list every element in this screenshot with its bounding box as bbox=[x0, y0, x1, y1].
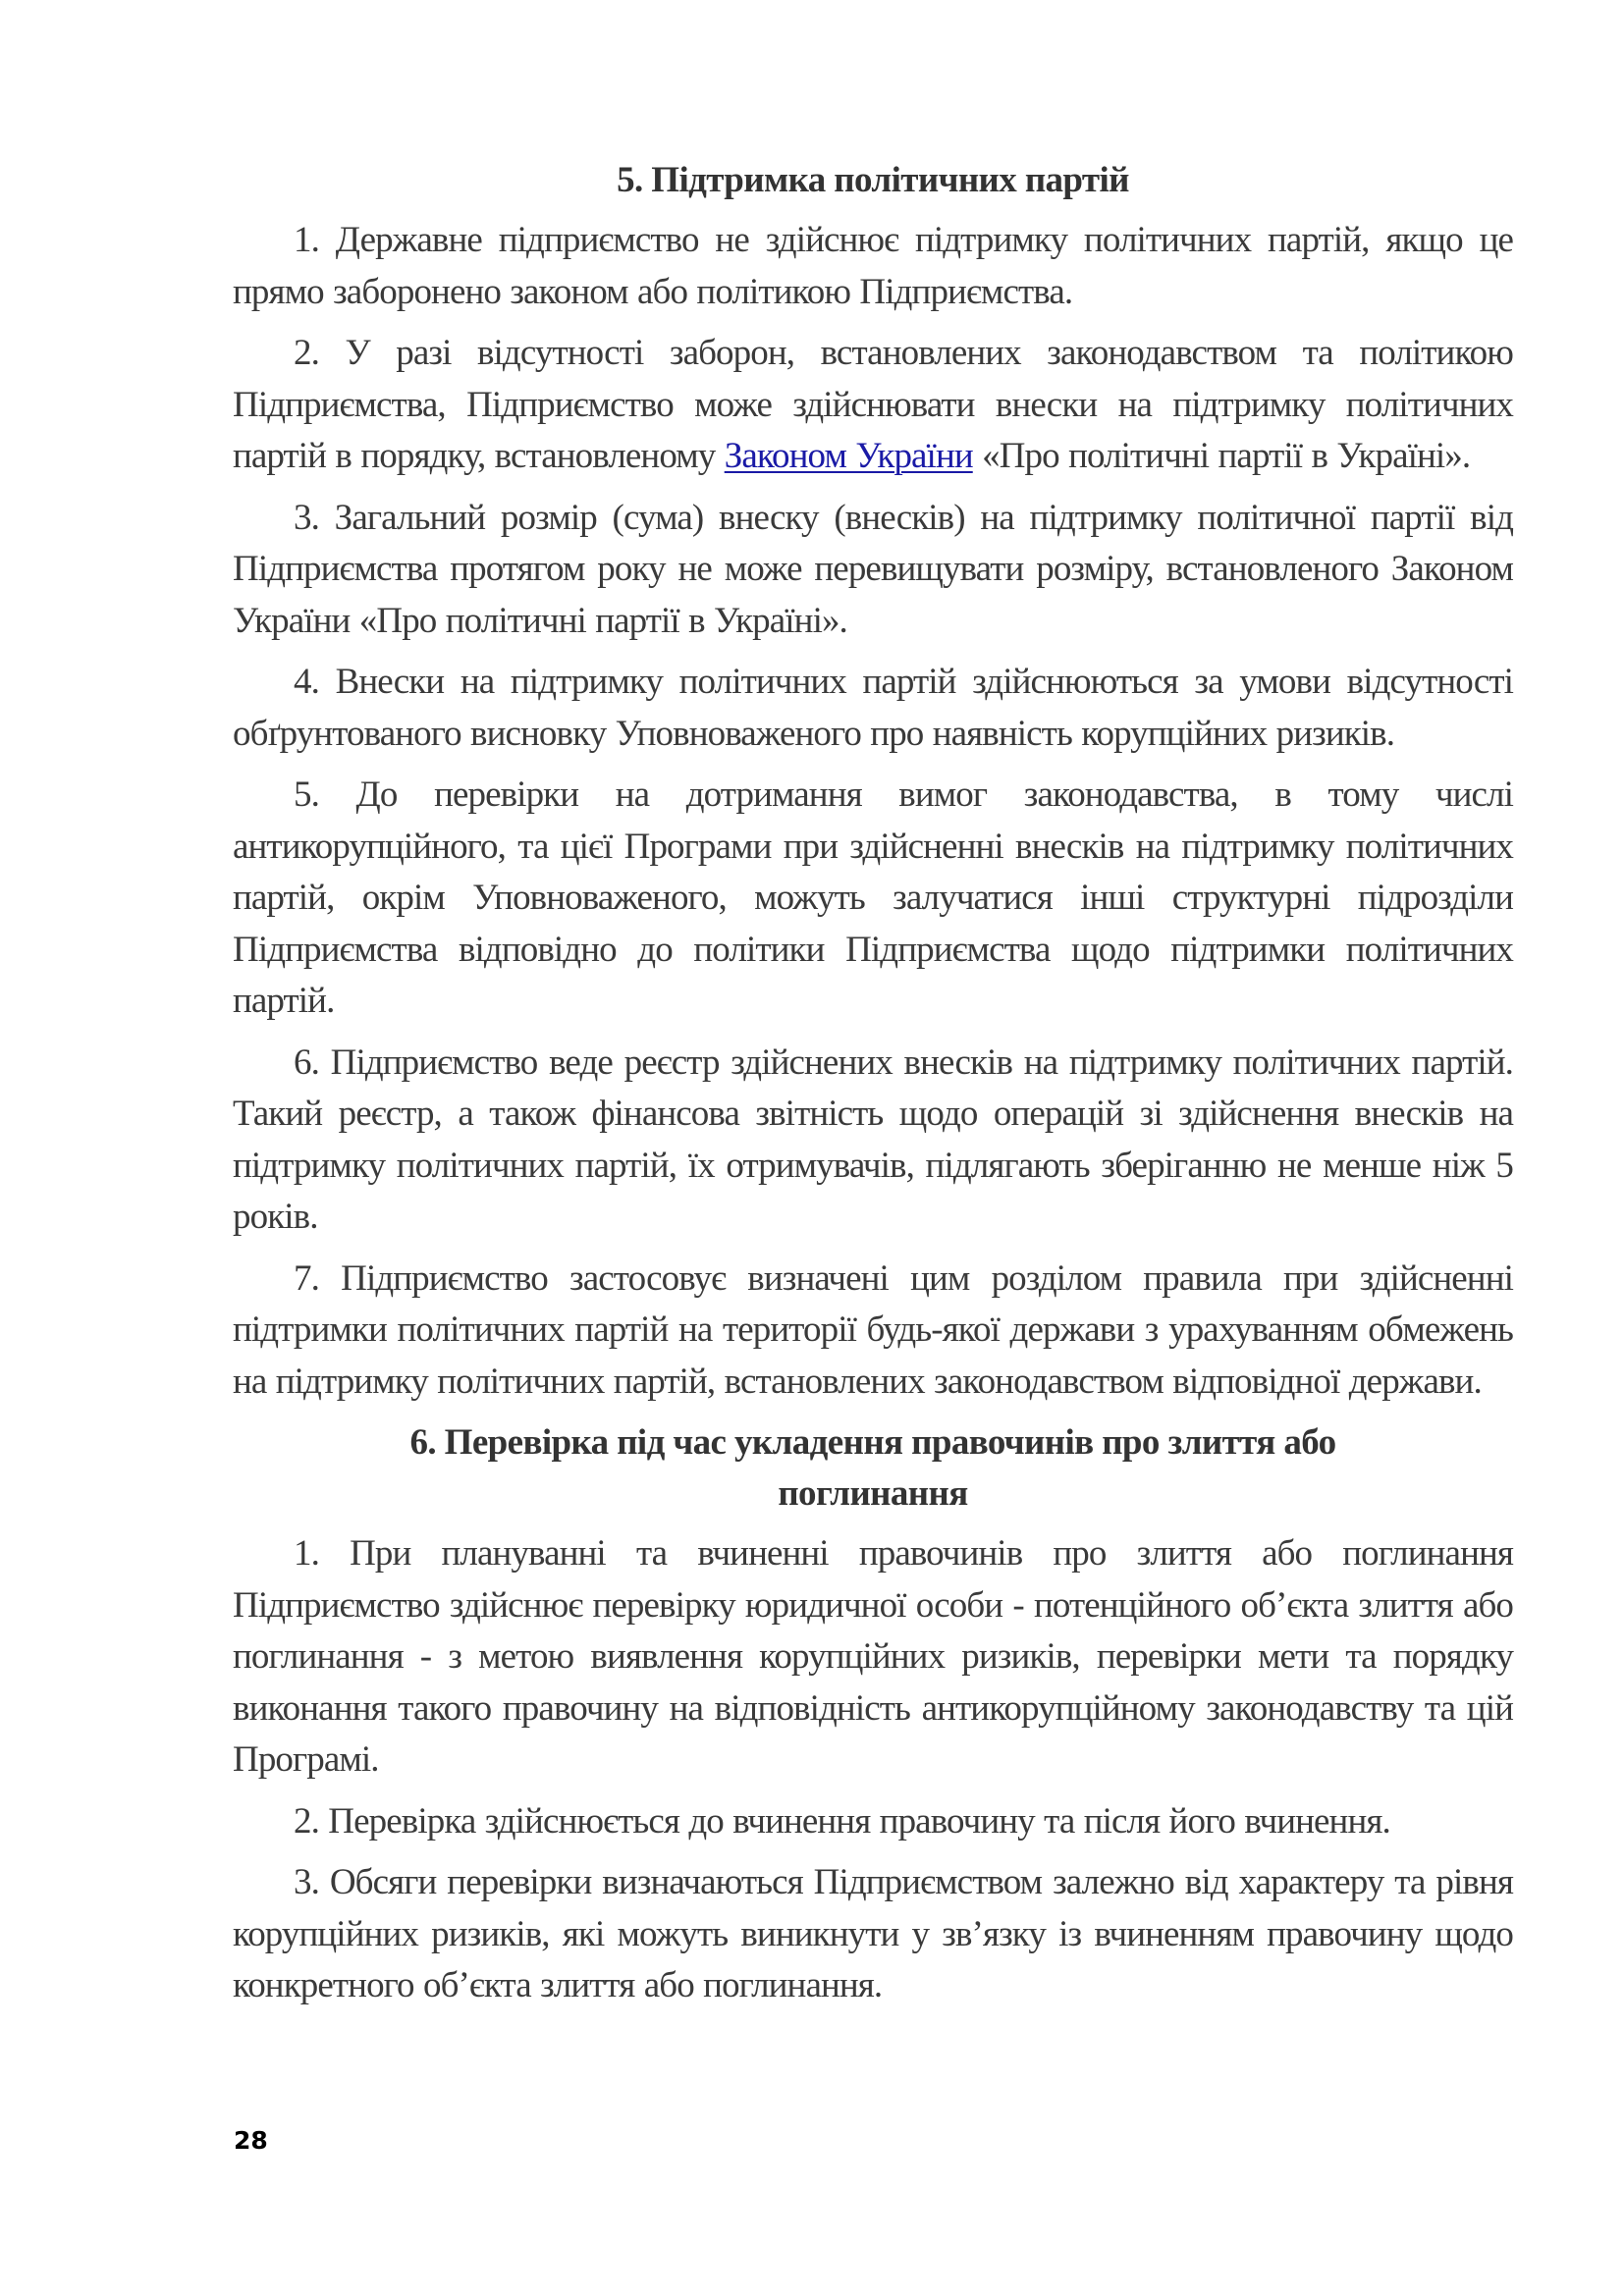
section-6-paragraph-3: 3. Обсяги перевірки визначаються Підприємством залежно від характеру та рівня корупційних ризиків, які можуть виникнути у зв’язку із вчиненням правочину щодо конкретного об’єкта злиття або поглинання. bbox=[233, 1862, 1513, 2005]
section-6-heading-line-2: поглинання bbox=[778, 1473, 968, 1514]
section-5-paragraph-1: 1. Державне підприємство не здійснює підтримку політичних партій, якщо це прямо заборонено законом або політикою Підприємства. bbox=[233, 220, 1513, 312]
section-6-heading bbox=[233, 1417, 1513, 1520]
section-6-paragraph-1: 1. При плануванні та вчиненні правочинів про злиття або поглинання Підприємство здійснює перевірку юридичної особи - потенційного об’єкта злиття або поглинання - з метою виявлення корупційних ризиків, перевірки мети та порядку виконання такого правочину на відповідність антикорупційному законодавству та цій Програмі. bbox=[233, 1533, 1513, 1780]
page-number: 28 bbox=[234, 2126, 268, 2155]
section-5-paragraph-6: 6. Підприємство веде реєстр здійснених внесків на підтримку політичних партій. Такий реєстр, а також фінансова звітність щодо операцій зі здійснення внесків на підтримку політичних партій, їх отримувачів, підлягають зберіганню не менше ніж 5 років. bbox=[233, 1041, 1513, 1237]
paragraph-2-text-before: 2. У разі відсутності заборон, встановлених законодавством та політикою Підприємства, Підприємство може здійснювати внески на підтримку політичних партій в порядку, встановленому bbox=[233, 333, 1513, 476]
section-5-paragraph-7: 7. Підприємство застосовує визначені цим розділом правила при здійсненні підтримки політичних партій на території будь-якої держави з урахуванням обмежень на підтримку політичних партій, встановлених законодавством відповідної держави. bbox=[233, 1257, 1513, 1402]
section-5-heading: 5. Підтримка політичних партій bbox=[617, 160, 1129, 200]
law-of-ukraine-link[interactable]: Законом України bbox=[724, 436, 973, 476]
section-5-paragraph-5: 5. До перевірки на дотримання вимог законодавства, в тому числі антикорупційного, та цієї Програми при здійсненні внесків на підтримку політичних партій, окрім Уповноваженого, можуть залучатися інші структурні підрозділи Підприємства відповідно до політики Підприємства щодо підтримки політичних партій. bbox=[233, 774, 1513, 1021]
section-5-paragraph-4: 4. Внески на підтримку політичних партій здійснюються за умови відсутності обґрунтованого висновку Уповноваженого про наявність корупційних ризиків. bbox=[233, 662, 1513, 754]
section-6-paragraph-2: 2. Перевірка здійснюється до вчинення правочину та після його вчинення. bbox=[294, 1800, 1390, 1842]
paragraph-2-text-after: «Про політичні партії в Україні». bbox=[972, 436, 1471, 476]
document-page bbox=[233, 155, 1513, 2022]
section-6-heading-line-1: 6. Перевірка під час укладення правочинів про злиття або bbox=[409, 1422, 1336, 1463]
section-5-paragraph-3: 3. Загальний розмір (сума) внеску (внесків) на підтримку політичної партії від Підприємства протягом року не може перевищувати розміру, встановленого Законом України «Про політичні партії в Україні». bbox=[233, 497, 1513, 641]
section-5-paragraph-2 bbox=[233, 328, 1513, 483]
